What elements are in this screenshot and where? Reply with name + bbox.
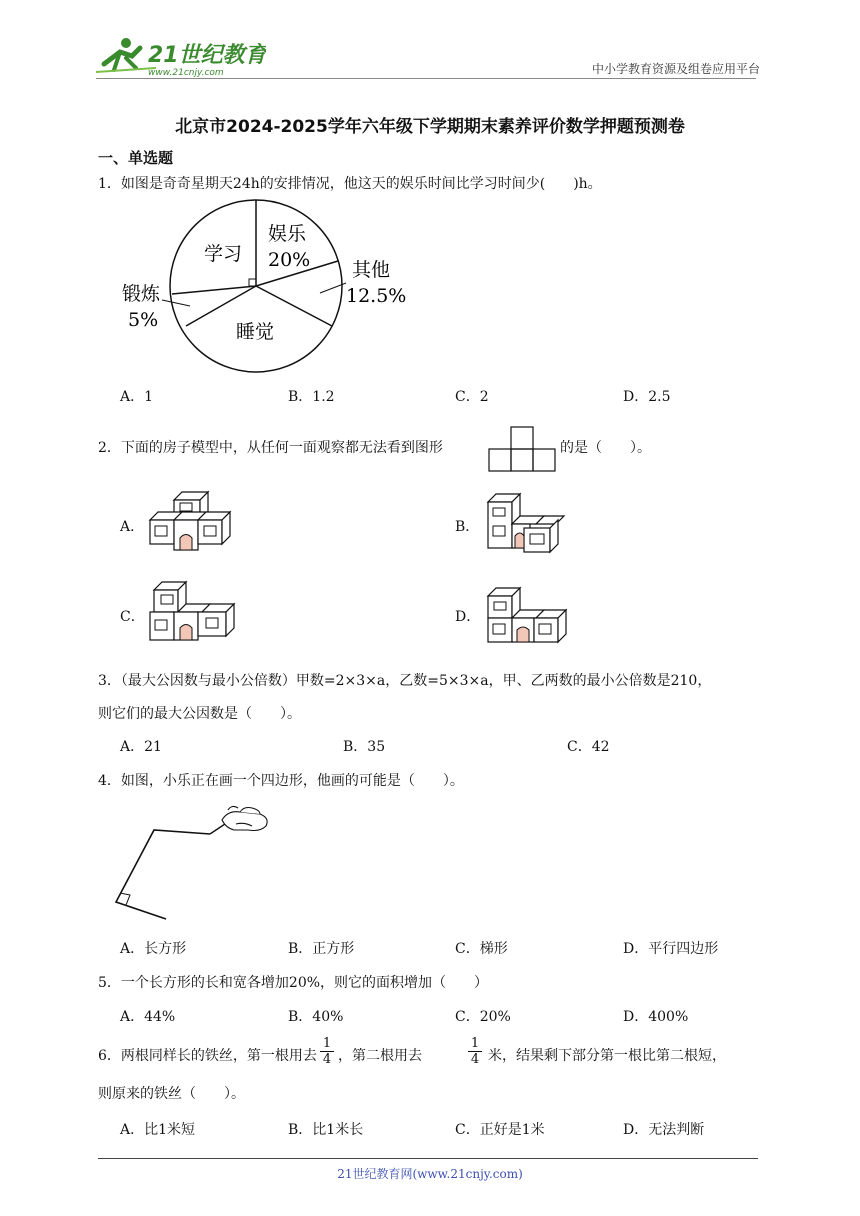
page-title: 北京市2024-2025学年六年级下学期期末素养评价数学押题预测卷 bbox=[175, 117, 685, 137]
q2-option-a[interactable]: A． bbox=[120, 519, 145, 535]
q3-option-b[interactable]: B．35 bbox=[343, 739, 386, 755]
q6-option-a[interactable]: A．比1米短 bbox=[120, 1122, 196, 1138]
section-heading: 一、单选题 bbox=[98, 149, 174, 167]
question-4-text: 4．如图，小乐正在画一个四边形，他画的可能是（ ）。 bbox=[98, 773, 464, 789]
hand-with-pencil-icon bbox=[210, 806, 267, 834]
q5-option-b[interactable]: B．40% bbox=[288, 1009, 344, 1025]
q1-option-c[interactable]: C．2 bbox=[455, 389, 489, 405]
pie-label-fun-pct: 20% bbox=[268, 249, 311, 271]
q6-option-d[interactable]: D．无法判断 bbox=[623, 1122, 705, 1138]
runner-icon bbox=[96, 38, 156, 72]
q2-option-d[interactable]: D． bbox=[455, 609, 481, 625]
q6-fraction-1 bbox=[320, 1036, 334, 1067]
pie-label-other: 其他 bbox=[352, 259, 391, 281]
q6-fraction-2 bbox=[468, 1036, 482, 1067]
q1-option-d[interactable]: D．2.5 bbox=[623, 389, 671, 405]
question-1-text: 1．如图是奇奇星期天24h的安排情况，他这天的娱乐时间比学习时间少( )h。 bbox=[98, 176, 602, 192]
footer-link[interactable]: 21世纪教育网(www.21cnjy.com) bbox=[337, 1167, 523, 1181]
q5-option-a[interactable]: A．44% bbox=[120, 1009, 176, 1025]
q2-house-model-d bbox=[484, 584, 574, 650]
pie-label-exercise-pct: 5% bbox=[128, 309, 159, 331]
question-6-part-3: 米，结果剩下部分第一根比第二根短， bbox=[488, 1048, 726, 1064]
question-2-text-before: 2．下面的房子模型中，从任何一面观察都无法看到图形 bbox=[98, 440, 443, 456]
q3-option-c[interactable]: C．42 bbox=[567, 739, 610, 755]
question-3-line-1: 3．（最大公因数与最小公倍数）甲数=2×3×a，乙数=5×3×a，甲、乙两数的最小公倍数是210， bbox=[98, 673, 712, 689]
q2-option-b[interactable]: B． bbox=[455, 519, 480, 535]
q1-option-b[interactable]: B．1.2 bbox=[288, 389, 335, 405]
q2-house-model-a bbox=[146, 490, 236, 558]
question-6-part-2: ，第二根用去 bbox=[338, 1048, 422, 1064]
q4-option-c[interactable]: C．梯形 bbox=[455, 941, 508, 957]
q6-fraction-2-numerator: 1 bbox=[470, 1036, 480, 1051]
question-6-line-2: 则原来的铁丝（ ）。 bbox=[98, 1086, 245, 1102]
q2-option-c[interactable]: C． bbox=[120, 609, 145, 625]
q2-target-shape bbox=[488, 426, 558, 472]
logo-text: 21世纪教育 bbox=[148, 43, 266, 68]
site-logo bbox=[96, 34, 266, 78]
question-2-text-after: 的是（ ）。 bbox=[560, 440, 651, 456]
q2-house-model-b bbox=[484, 490, 574, 558]
header-divider bbox=[96, 78, 756, 79]
q1-option-a[interactable]: A．1 bbox=[120, 389, 154, 405]
pie-label-other-pct: 12.5% bbox=[346, 285, 407, 307]
logo-subtext: www.21cnjy.com bbox=[148, 68, 224, 78]
q5-option-c[interactable]: C．20% bbox=[455, 1009, 511, 1025]
q4-quadrilateral-drawing bbox=[110, 800, 280, 925]
q4-option-a[interactable]: A．长方形 bbox=[120, 941, 187, 957]
question-6-part-1: 6．两根同样长的铁丝，第一根用去 bbox=[98, 1048, 317, 1064]
question-5-text: 5．一个长方形的长和宽各增加20%，则它的面积增加（ ） bbox=[98, 975, 489, 991]
q6-fraction-1-denominator: 4 bbox=[320, 1051, 334, 1067]
pie-label-fun: 娱乐 bbox=[268, 223, 307, 245]
q6-fraction-1-numerator: 1 bbox=[322, 1036, 332, 1051]
footer-divider bbox=[98, 1158, 758, 1159]
q4-option-b[interactable]: B．正方形 bbox=[288, 941, 355, 957]
pie-label-exercise: 锻炼 bbox=[122, 283, 161, 305]
q2-house-model-c bbox=[146, 580, 240, 650]
question-3-line-2: 则它们的最大公因数是（ ）。 bbox=[98, 706, 301, 722]
q5-option-d[interactable]: D．400% bbox=[623, 1009, 689, 1025]
pie-label-sleep: 睡觉 bbox=[236, 321, 275, 343]
q3-option-a[interactable]: A．21 bbox=[120, 739, 162, 755]
q1-pie-chart bbox=[110, 196, 420, 376]
q6-option-c[interactable]: C．正好是1米 bbox=[455, 1122, 545, 1138]
q4-option-d[interactable]: D．平行四边形 bbox=[623, 941, 719, 957]
platform-label: 中小学教育资源及组卷应用平台 bbox=[591, 62, 760, 76]
q6-fraction-2-denominator: 4 bbox=[468, 1051, 482, 1067]
pie-label-study: 学习 bbox=[204, 243, 243, 265]
q6-option-b[interactable]: B．比1米长 bbox=[288, 1122, 364, 1138]
